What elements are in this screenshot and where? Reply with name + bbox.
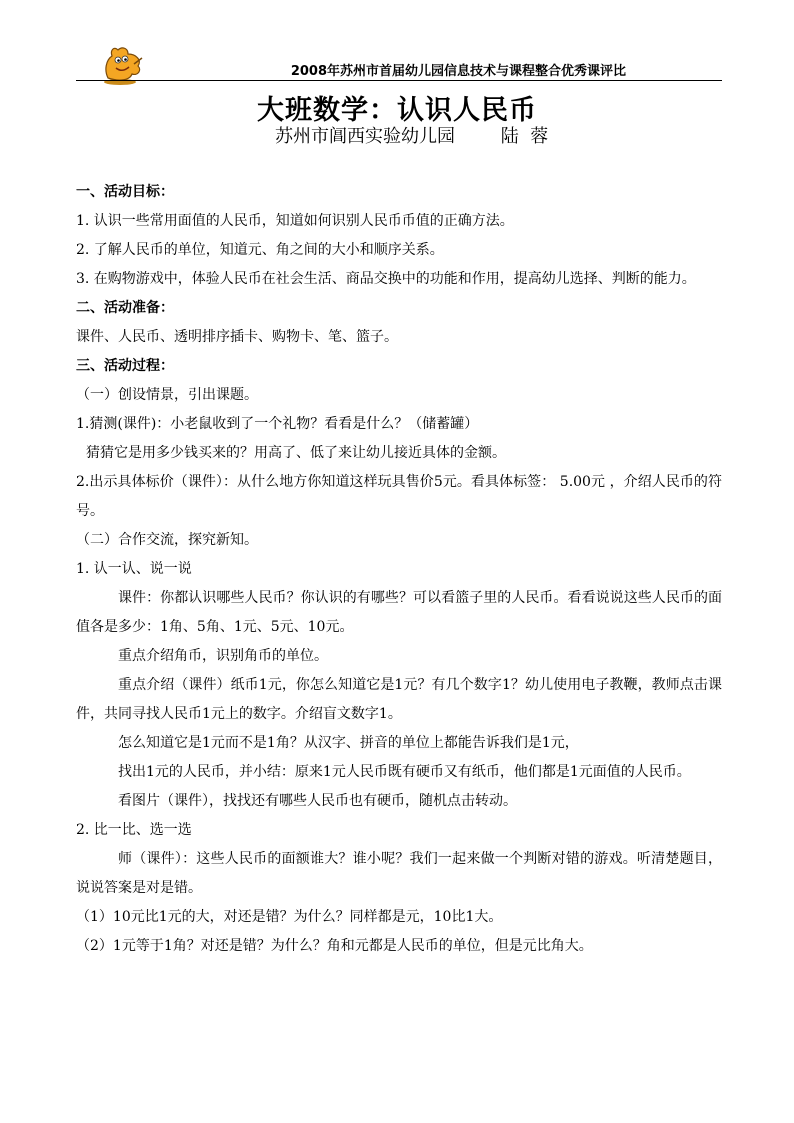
question-item: （1）10元比1元的大，对还是错？为什么？同样都是元，10比1大。 bbox=[76, 909, 503, 925]
paragraph: 1.猜测(课件)：小老鼠收到了一个礼物？看看是什么？（储蓄罐） bbox=[76, 416, 479, 432]
question-item: （2）1元等于1角？对还是错？为什么？角和元都是人民币的单位，但是元比角大。 bbox=[76, 938, 593, 954]
section-heading-prep: 二、活动准备： bbox=[76, 300, 174, 316]
document-body bbox=[76, 178, 722, 961]
paragraph: 课件：你都认识哪些人民币？你认识的有哪些？可以看篮子里的人民币。看看说说这些人民币的面值各是多少：1角、5角、1元、5元、10元。 bbox=[76, 590, 722, 635]
header-divider bbox=[76, 80, 722, 81]
process-part2-title: （二）合作交流，探究新知。 bbox=[76, 532, 258, 548]
paragraph: 师（课件）：这些人民币的面额谁大？谁小呢？我们一起来做一个判断对错的游戏。听清楚题目，说说答案是对是错。 bbox=[76, 851, 722, 896]
paragraph: 2.出示具体标价（课件）：从什么地方你知道这样玩具售价5元。看具体标签： 5.00元 ，介绍人民币的符号。 bbox=[76, 474, 722, 519]
paragraph: 怎么知道它是1元而不是1角？从汉字、拼音的单位上都能告诉我们是1元， bbox=[118, 735, 579, 751]
header-org-line: 2008年苏州市首届幼儿园信息技术与课程整合优秀课评比 bbox=[290, 64, 626, 79]
paragraph: 重点介绍角币，识别角币的单位。 bbox=[118, 648, 328, 664]
goal-item: 1. 认识一些常用面值的人民币，知道如何识别人民币币值的正确方法。 bbox=[76, 213, 514, 229]
paragraph: 找出1元的人民币，并小结：原来1元人民币既有硬币又有纸币，他们都是1元面值的人民币。 bbox=[118, 764, 691, 780]
page-header bbox=[76, 44, 722, 86]
section-heading-goals: 一、活动目标： bbox=[76, 184, 174, 200]
subsection-title: 1. 认一认、说一说 bbox=[76, 561, 192, 577]
author-line: 苏州市阊西实验幼儿园 陆 蓉 bbox=[275, 126, 549, 147]
section-heading-process: 三、活动过程： bbox=[76, 358, 174, 374]
prep-text: 课件、人民币、透明排序插卡、购物卡、笔、篮子。 bbox=[76, 329, 398, 345]
paragraph: 重点介绍（课件）纸币1元，你怎么知道它是1元？有几个数字1？幼儿使用电子教鞭，教师点击课件，共同寻找人民币1元上的数字。介绍盲文数字1。 bbox=[76, 677, 722, 722]
process-part1-title: （一）创设情景，引出课题。 bbox=[76, 387, 258, 403]
page-title: 大班数学：认识人民币 bbox=[257, 95, 537, 126]
goal-item: 3. 在购物游戏中，体验人民币在社会生活、商品交换中的功能和作用，提高幼儿选择、判断的能力。 bbox=[76, 271, 696, 287]
paragraph: 猜猜它是用多少钱买来的？用高了、低了来让幼儿接近具体的金额。 bbox=[86, 445, 506, 461]
goal-item: 2. 了解人民币的单位，知道元、角之间的大小和顺序关系。 bbox=[76, 242, 444, 258]
paragraph: 看图片（课件），找找还有哪些人民币也有硬币，随机点击转动。 bbox=[118, 793, 517, 809]
subsection-title: 2. 比一比、选一选 bbox=[76, 822, 192, 838]
